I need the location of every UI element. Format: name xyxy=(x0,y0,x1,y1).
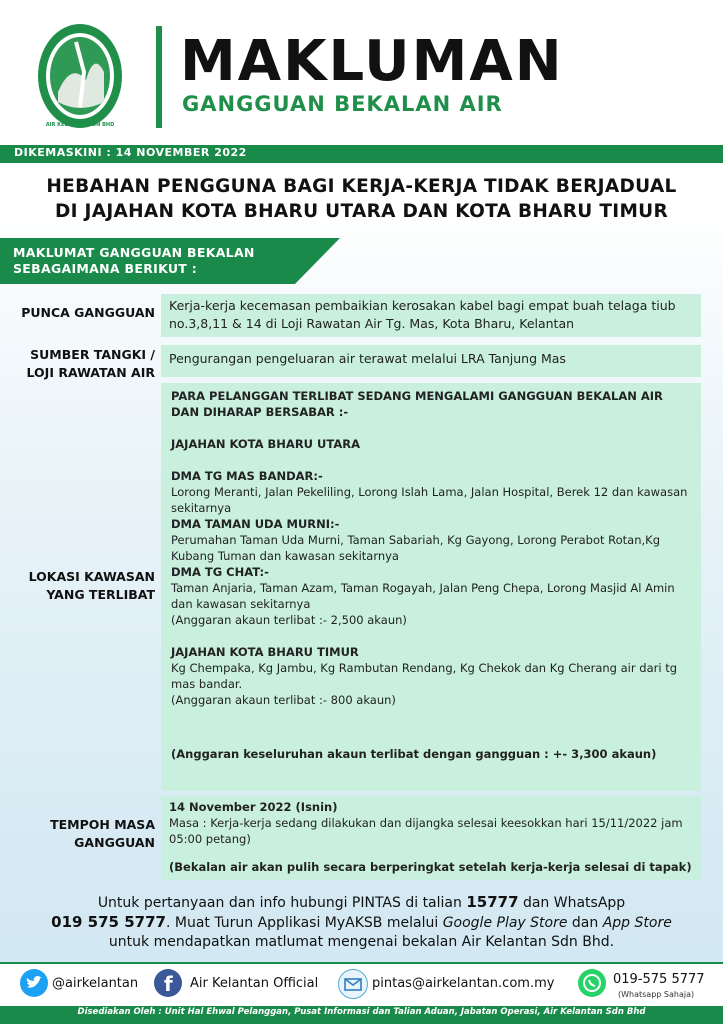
timur-text: Kg Chempaka, Kg Jambu, Kg Rambutan Rendang, Kg Chekok dan Kg Cherang air dari tg mas bandar. xyxy=(171,661,677,691)
banner-line2: SEBAGAIMANA BERIKUT : xyxy=(13,261,198,276)
tempoh-note: (Bekalan air akan pulih secara berperingkat setelah kerja-kerja selesai di tapak) xyxy=(169,860,692,874)
tempoh-masa: Masa : Kerja-kerja sedang dilakukan dan dijangka selesai keesokkan hari 15/11/2022 jam 05:00 petang) xyxy=(169,816,683,846)
prepared-by: Disediakan Oleh : Unit Hal Ehwal Pelanggan, Pusat Informasi dan Talian Aduan, Jabatan Operasi, Air Kelantan Sdn Bhd xyxy=(77,1007,646,1017)
email-icon[interactable] xyxy=(338,969,368,999)
headline-line1: HEBAHAN PENGGUNA BAGI KERJA-KERJA TIDAK BERJADUAL xyxy=(46,176,677,197)
punca-label: PUNCA GANGGUAN xyxy=(21,305,155,320)
air-kelantan-logo xyxy=(36,22,124,130)
email-address[interactable]: pintas@airkelantan.com.my xyxy=(372,976,555,991)
tempoh-label xyxy=(50,816,155,852)
twitter-icon[interactable] xyxy=(20,969,48,997)
dma1-title: DMA TG MAS BANDAR:- xyxy=(171,469,323,483)
timur-count: (Anggaran akaun terlibat :- 800 akaun) xyxy=(171,693,396,707)
headline-line2: DI JAJAHAN KOTA BHARU UTARA DAN KOTA BHARU TIMUR xyxy=(54,201,669,222)
lokasi-intro: PARA PELANGGAN TERLIBAT SEDANG MENGALAMI GANGGUAN BEKALAN AIR DAN DIHARAP BERSABAR :- xyxy=(171,389,663,419)
lokasi-box xyxy=(161,383,701,791)
headline xyxy=(0,174,723,224)
contact-text-c: . Muat Turun Applikasi MyAKSB melalui xyxy=(165,915,443,931)
page-title: MAKLUMAN xyxy=(180,29,564,94)
timur-heading: JAJAHAN KOTA BHARU TIMUR xyxy=(171,645,359,659)
lokasi-label xyxy=(29,568,155,604)
dma3-title: DMA TG CHAT:- xyxy=(171,565,269,579)
pintas-number: 15777 xyxy=(466,893,519,911)
dma3-text: Taman Anjaria, Taman Azam, Taman Rogayah, Jalan Peng Chepa, Lorong Masjid Al Amin dan kawasan sekitarnya xyxy=(171,581,675,611)
app-store: App Store xyxy=(602,915,672,931)
whatsapp-note: (Whatsapp Sahaja) xyxy=(618,990,695,999)
banner-text xyxy=(13,245,255,277)
facebook-icon[interactable] xyxy=(154,969,182,997)
dma1-text: Lorong Meranti, Jalan Pekeliling, Lorong Islah Lama, Jalan Hospital, Berek 12 dan kawasan sekitarnya xyxy=(171,485,688,515)
sumber-label-line1: SUMBER TANGKI / xyxy=(30,347,155,362)
tempoh-box xyxy=(161,796,701,880)
punca-box: Kerja-kerja kecemasan pembaikian kerosakan kabel bagi empat buah telaga tiub no.3,8,11 & 14 di Loji Rawatan Air Tg. Mas, Kota Bharu, Kelantan xyxy=(161,294,701,337)
header-divider xyxy=(156,26,162,128)
banner-line1: MAKLUMAT GANGGUAN BEKALAN xyxy=(13,245,255,260)
logo-text: AIR KELANTAN SDN BHD xyxy=(45,122,115,128)
sumber-box: Pengurangan pengeluaran air terawat melalui LRA Tanjung Mas xyxy=(161,345,701,377)
contact-text-d: dan xyxy=(567,915,603,931)
page-subtitle: GANGGUAN BEKALAN AIR xyxy=(182,92,503,116)
whatsapp-icon[interactable] xyxy=(578,969,606,997)
updated-date: DIKEMASKINI : 14 NOVEMBER 2022 xyxy=(14,146,247,159)
utara-count: (Anggaran akaun terlibat :- 2,500 akaun) xyxy=(171,613,407,627)
dma2-text: Perumahan Taman Uda Murni, Taman Sabariah, Kg Gayong, Lorong Perabot Rotan,Kg Kubang Tuman dan kawasan sekitarnya xyxy=(171,533,661,563)
lokasi-label-line2: YANG TERLIBAT xyxy=(46,587,155,602)
tempoh-label-line1: TEMPOH MASA xyxy=(50,817,155,832)
whatsapp-number: 019 575 5777 xyxy=(51,913,166,931)
total-count: (Anggaran keseluruhan akaun terlibat dengan gangguan : +- 3,300 akaun) xyxy=(171,747,657,761)
contact-text-a: Untuk pertanyaan dan info hubungi PINTAS di talian xyxy=(97,895,467,911)
google-play-store: Google Play Store xyxy=(442,915,568,931)
whatsapp-contact[interactable]: 019-575 5777 xyxy=(613,972,705,987)
dma2-title: DMA TAMAN UDA MURNI:- xyxy=(171,517,340,531)
contact-text-b: dan WhatsApp xyxy=(518,895,626,911)
facebook-page[interactable]: Air Kelantan Official xyxy=(190,976,319,991)
contact-info xyxy=(0,893,723,952)
utara-heading: JAJAHAN KOTA BHARU UTARA xyxy=(171,437,360,451)
tempoh-date: 14 November 2022 (Isnin) xyxy=(169,800,338,814)
lokasi-label-line1: LOKASI KAWASAN xyxy=(28,569,155,584)
svg-text:f: f xyxy=(164,972,173,996)
tempoh-label-line2: GANGGUAN xyxy=(74,835,155,850)
twitter-handle[interactable]: @airkelantan xyxy=(52,976,139,991)
sumber-label-line2: LOJI RAWATAN AIR xyxy=(26,365,155,380)
sumber-label xyxy=(27,346,155,382)
contact-text-e: untuk mendapatkan matlumat mengenai bekalan Air Kelantan Sdn Bhd. xyxy=(108,934,615,950)
